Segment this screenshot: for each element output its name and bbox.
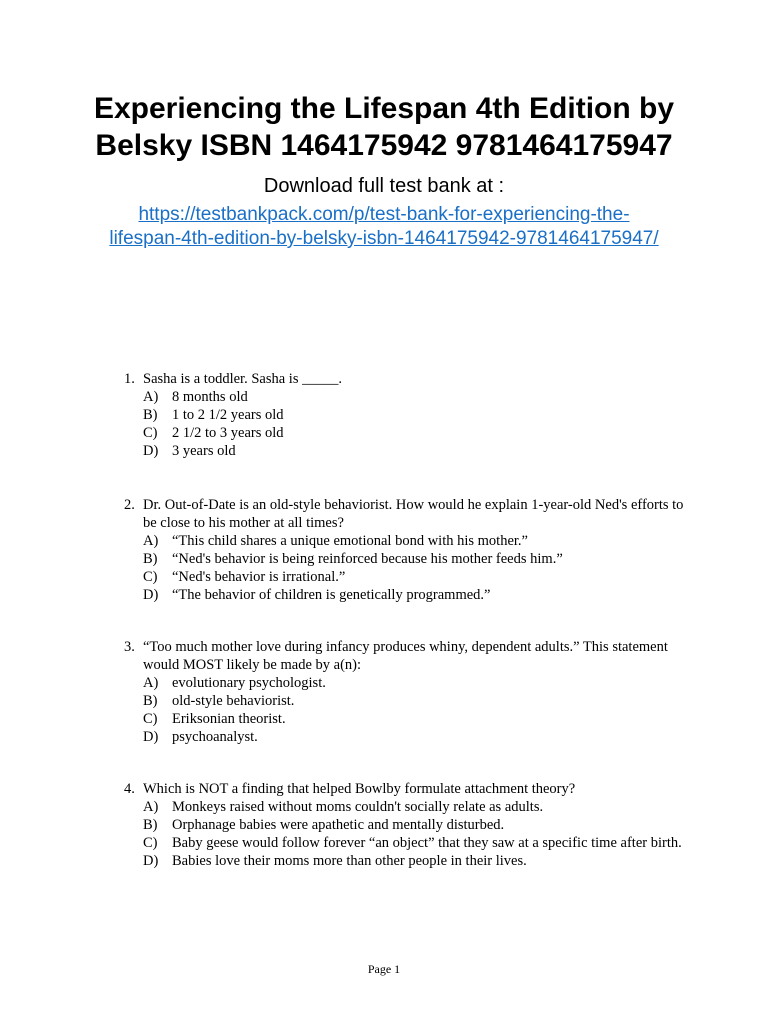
answer-option bbox=[124, 388, 684, 406]
answer-option bbox=[124, 728, 684, 746]
option-text: “Ned's behavior is being reinforced because his mother feeds him.” bbox=[172, 551, 563, 567]
answer-option bbox=[124, 798, 684, 816]
option-text: Baby geese would follow forever “an object” that they saw at a specific time after birth. bbox=[172, 835, 682, 851]
question-number: 1. bbox=[124, 371, 135, 387]
question-text: Dr. Out-of-Date is an old-style behaviorist. How would he explain 1-year-old Ned's efforts to be close to his mother at all times? bbox=[143, 497, 684, 531]
option-letter: B) bbox=[143, 693, 158, 709]
option-letter: C) bbox=[143, 425, 158, 441]
answer-option bbox=[124, 442, 684, 460]
option-letter: D) bbox=[143, 729, 159, 745]
question-text: Which is NOT a finding that helped Bowlby formulate attachment theory? bbox=[143, 781, 576, 797]
answer-option bbox=[124, 692, 684, 710]
document-title bbox=[0, 90, 768, 164]
question-text: “Too much mother love during infancy produces whiny, dependent adults.” This statement would MOST likely be made by a(n): bbox=[143, 639, 668, 673]
option-text: “The behavior of children is genetically programmed.” bbox=[172, 587, 491, 603]
question-3 bbox=[124, 638, 684, 746]
option-text: psychoanalyst. bbox=[172, 729, 258, 745]
option-letter: D) bbox=[143, 587, 159, 603]
option-text: Eriksonian theorist. bbox=[172, 711, 286, 727]
option-letter: A) bbox=[143, 799, 159, 815]
option-text: Monkeys raised without moms couldn't socially relate as adults. bbox=[172, 799, 544, 815]
document-header bbox=[0, 90, 768, 251]
question-number: 2. bbox=[124, 497, 135, 513]
option-letter: A) bbox=[143, 389, 159, 405]
page-number: Page 1 bbox=[367, 962, 401, 976]
answer-option bbox=[124, 424, 684, 442]
option-text: evolutionary psychologist. bbox=[172, 675, 326, 691]
question-stem bbox=[124, 638, 684, 674]
answer-option bbox=[124, 852, 684, 870]
question-1 bbox=[124, 370, 684, 460]
option-text: old-style behaviorist. bbox=[172, 693, 295, 709]
answer-option bbox=[124, 550, 684, 568]
title-line-1: Experiencing the Lifespan 4th Edition by bbox=[93, 92, 675, 125]
question-4 bbox=[124, 780, 684, 870]
answer-option bbox=[124, 674, 684, 692]
question-stem bbox=[124, 496, 684, 532]
download-link[interactable] bbox=[84, 203, 684, 251]
answer-option bbox=[124, 834, 684, 852]
option-letter: A) bbox=[143, 675, 159, 691]
download-link-line-2: lifespan-4th-edition-by-belsky-isbn-1464175942-9781464175947/ bbox=[109, 228, 659, 249]
answer-option bbox=[124, 568, 684, 586]
option-letter: A) bbox=[143, 533, 159, 549]
option-letter: B) bbox=[143, 407, 158, 423]
download-subtitle: Download full test bank at : bbox=[263, 175, 505, 197]
question-text: Sasha is a toddler. Sasha is _____. bbox=[143, 371, 342, 387]
download-link-line-1: https://testbankpack.com/p/test-bank-for-experiencing-the- bbox=[138, 204, 630, 225]
option-text: 3 years old bbox=[172, 443, 236, 459]
option-text: 2 1/2 to 3 years old bbox=[172, 425, 284, 441]
option-text: “Ned's behavior is irrational.” bbox=[172, 569, 346, 585]
question-stem bbox=[124, 370, 684, 388]
question-2 bbox=[124, 496, 684, 604]
option-text: 1 to 2 1/2 years old bbox=[172, 407, 284, 423]
question-stem bbox=[124, 780, 684, 798]
question-number: 4. bbox=[124, 781, 135, 797]
page-footer bbox=[0, 962, 768, 977]
option-text: 8 months old bbox=[172, 389, 248, 405]
option-letter: C) bbox=[143, 835, 158, 851]
option-letter: C) bbox=[143, 711, 158, 727]
answer-option bbox=[124, 406, 684, 424]
answer-option bbox=[124, 586, 684, 604]
option-text: Orphanage babies were apathetic and mentally disturbed. bbox=[172, 817, 505, 833]
option-letter: B) bbox=[143, 551, 158, 567]
option-text: “This child shares a unique emotional bond with his mother.” bbox=[172, 533, 528, 549]
option-letter: D) bbox=[143, 853, 159, 869]
option-letter: C) bbox=[143, 569, 158, 585]
answer-option bbox=[124, 816, 684, 834]
option-letter: D) bbox=[143, 443, 159, 459]
question-number: 3. bbox=[124, 639, 135, 655]
answer-option bbox=[124, 710, 684, 728]
title-line-2: Belsky ISBN 1464175942 9781464175947 bbox=[95, 129, 673, 162]
answer-option bbox=[124, 532, 684, 550]
option-letter: B) bbox=[143, 817, 158, 833]
option-text: Babies love their moms more than other people in their lives. bbox=[172, 853, 527, 869]
